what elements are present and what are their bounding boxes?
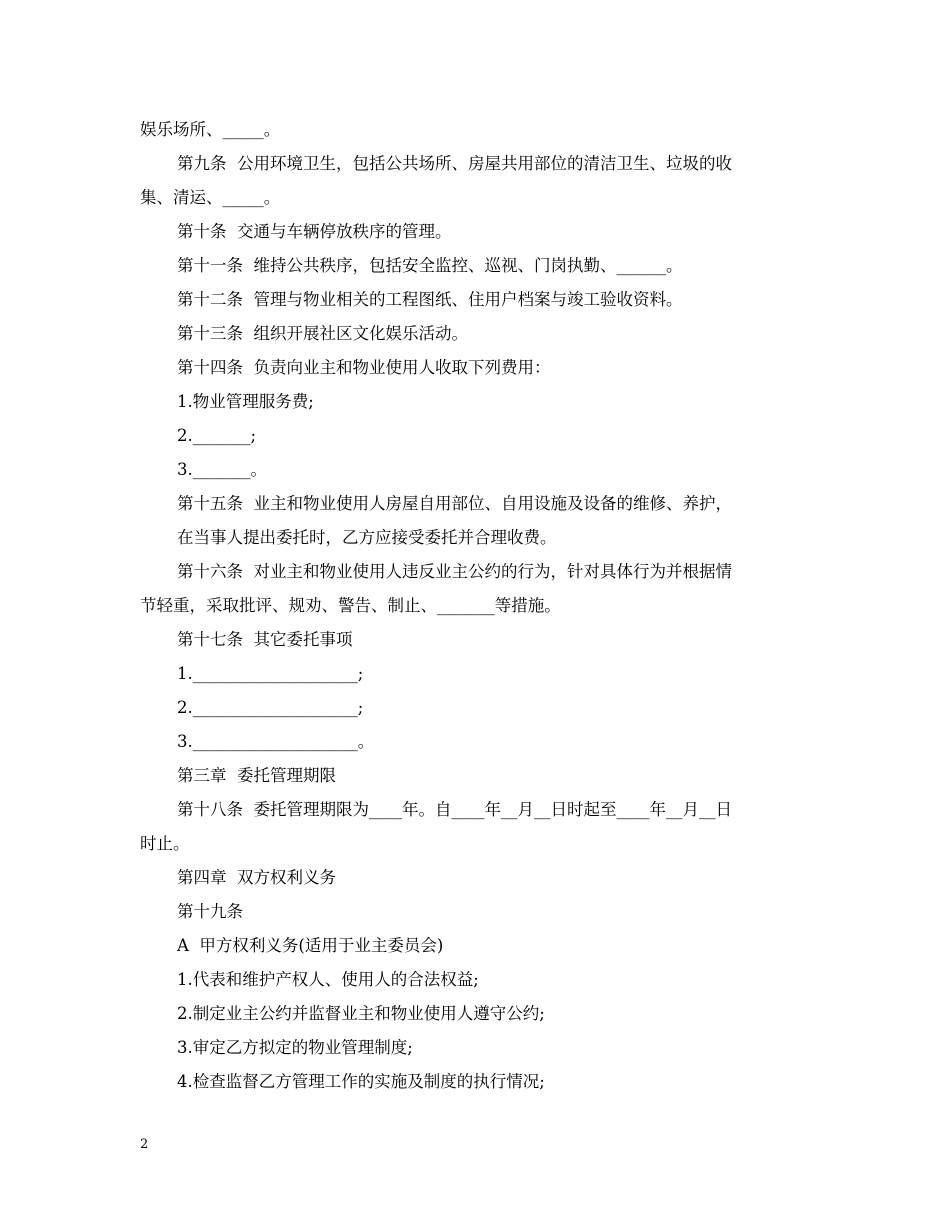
article-12-line: 第十二条 管理与物业相关的工程图纸、住用户档案与竣工验收资料。 [177,290,683,309]
text-line: 节轻重，采取批评、规劝、警告、制止、_______等措施。 [140,596,561,615]
page-number: 2 [140,1137,149,1152]
section-a-heading: A 甲方权利义务(适用于业主委员会) [177,936,444,955]
article-15-line: 第十五条 业主和物业使用人房屋自用部位、自用设施及设备的维修、养护， [177,494,732,513]
article-16-line: 第十六条 对业主和物业使用人违反业主公约的行为，针对具体行为并根据情 [177,562,732,581]
article-10-line: 第十条 交通与车辆停放秩序的管理。 [177,222,452,241]
text-line: 在当事人提出委托时，乙方应接受委托并合理收费。 [177,528,557,547]
article-13-line: 第十三条 组织开展社区文化娱乐活动。 [177,324,468,343]
chapter-4-heading: 第四章 双方权利义务 [177,868,336,887]
list-item: 3._______。 [177,460,267,479]
article-17-line: 第十七条 其它委托事项 [177,630,353,649]
list-item: 1.____________________; [177,664,364,683]
text-line: 集、清运、_____。 [140,188,281,207]
text-line: 时止。 [140,834,190,853]
list-item: 4.检查监督乙方管理工作的实施及制度的执行情况; [177,1072,545,1091]
list-item: 2.____________________; [177,698,364,717]
list-item: 1.代表和维护产权人、使用人的合法权益; [177,970,479,989]
list-item: 2.制定业主公约并监督业主和物业使用人遵守公约; [177,1004,545,1023]
list-item: 3.审定乙方拟定的物业管理制度; [177,1038,413,1057]
article-14-line: 第十四条 负责向业主和物业使用人收取下列费用： [177,358,551,377]
list-item: 3.____________________。 [177,732,375,751]
article-18-line: 第十八条 委托管理期限为____年。自____年__月__日时起至____年__月__日 [177,800,732,819]
list-item: 1.物业管理服务费; [177,392,314,411]
chapter-3-heading: 第三章 委托管理期限 [177,766,336,785]
article-19-line: 第十九条 [177,902,243,921]
list-item: 2._______; [177,426,257,445]
article-9-line: 第九条 公用环境卫生，包括公共场所、房屋共用部位的清洁卫生、垃圾的收 [177,154,732,173]
text-line: 娱乐场所、_____。 [140,120,281,139]
article-11-line: 第十一条 维持公共秩序，包括安全监控、巡视、门岗执勤、______。 [177,256,683,275]
